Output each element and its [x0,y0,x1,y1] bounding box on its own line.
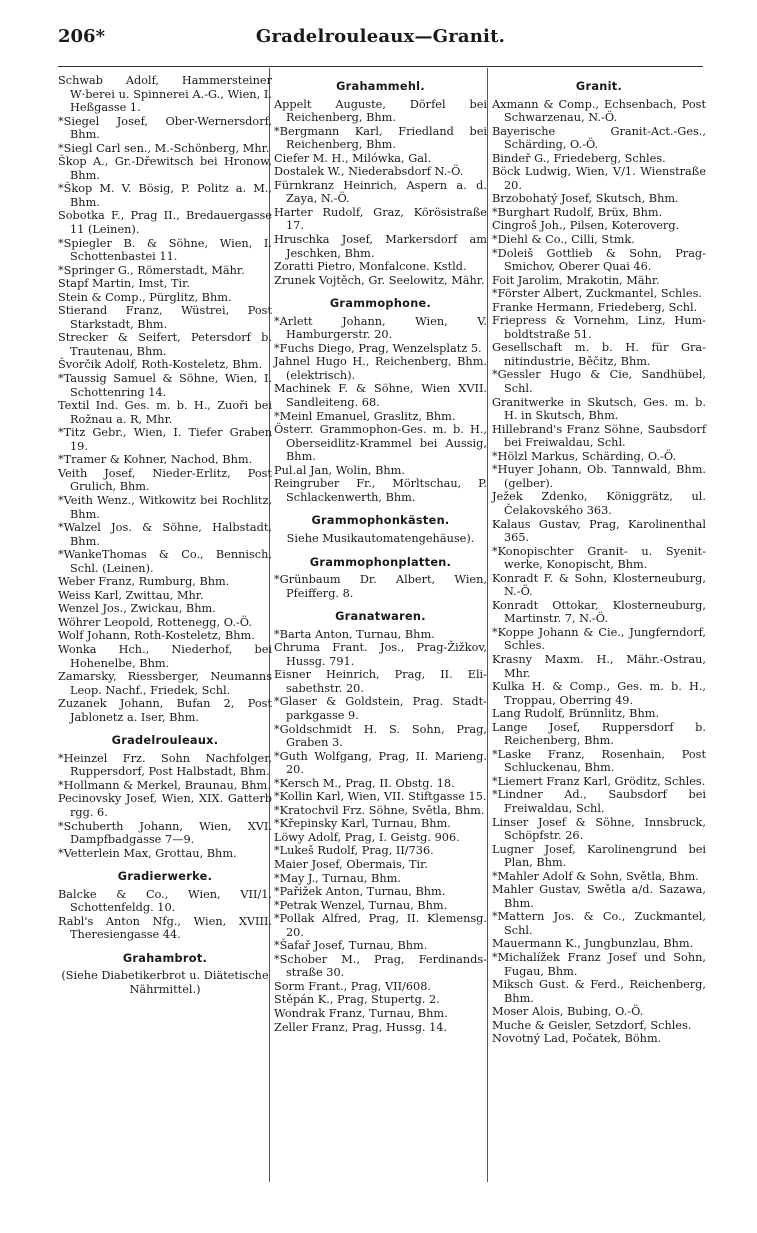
directory-entry: Zeller Franz, Prag, Hussg. 14. [274,1020,448,1034]
directory-entry: *WankeThomas & Co., Bennisch, Schl. (Leinen). [58,548,272,575]
directory-entry: Maier Josef, Obermais, Tir. [274,857,428,871]
page-title: Gradelrouleaux—Granit. [255,26,506,47]
directory-entry: Böck Ludwig, Wien, V/1. Wienstraße 20. [492,165,706,192]
directory-entry: *Gessler Hugo & Cie, Sandhübel, Schl. [492,368,706,396]
section-heading: Grammophonplatten. [309,555,452,569]
directory-entry: Kulka H. & Comp., Ges. m. b. H., Troppau, Oberring 49. [492,680,706,707]
directory-entry: Zoratti Pietro, Monfalcone. Kstld. [274,260,467,274]
directory-entry: *Burghart Rudolf, Brüx, Bhm. [492,205,663,219]
section-heading: Granatwaren. [335,610,426,624]
directory-entry: *Goldschmidt H. S. Sohn, Prag, Graben 3. [274,722,487,750]
directory-entry: Mauermann K., Jungbunzlau, Bhm. [492,937,694,951]
directory-entry: *Glaser & Goldstein, Prag. Stadtparkgasse 9. [274,695,487,722]
directory-entry: *Laske Franz, Rosenhain, Post Schluckenau, Bhm. [492,747,706,775]
column-left [58,74,272,997]
column-middle [274,74,487,1034]
directory-entry: Pecinovsky Josef, Wien, XIX. Gatterb rgg. 6. [58,792,272,819]
column-divider [487,68,488,1182]
page-header [58,16,703,50]
directory-entry: Lange Josef, Ruppersdorf b. Reichenberg, Bhm. [492,720,706,748]
directory-entry: Wenzel Jos., Zwickau, Bhm. [58,602,216,616]
directory-entry: Škop A., Gr.-Dřewitsch bei Hronow, Bhm. [58,155,272,182]
section-heading: Gradierwerke. [117,870,213,884]
directory-entry: Jahnel Hugo H., Reichenberg, Bhm. (elektrisch). [274,355,487,382]
column-right [492,74,706,1046]
directory-entry: Weiss Karl, Zwittau, Mhr. [58,588,204,602]
directory-entry: *Doleiš Gottlieb & Sohn, PragSmichov, Oberer Quai 46. [492,246,706,274]
header-rule [58,66,703,67]
directory-entry: Stierand Franz, Wüstrei, Post Starkstadt, Bhm. [58,304,272,331]
directory-entry: *Mattern Jos. & Co., Zuckmantel, Schl. [492,910,706,937]
directory-entry: Foit Jarolim, Mrakotin, Mähr. [492,273,660,287]
directory-entry: *Koppe Johann & Cie., Jungferndorf, Schles. [492,625,706,653]
directory-entry: Fürnkranz Heinrich, Aspern a. d. Zaya, N.-Ö. [274,178,487,206]
directory-entry: Ciefer M. H., Milówka, Gal. [274,151,432,165]
section-heading: Granit. [575,80,623,93]
directory-entry: *Pařižek Anton, Turnau, Bhm. [274,885,446,899]
directory-entry: Veith Josef, Nieder-Erlitz, Post Grulich, Bhm. [58,466,272,494]
directory-entry: *Lindner Ad., Saubsdorf bei Freiwaldau, Schl. [492,788,706,815]
directory-entry: *Arlett Johann, Wien, V. Hamburgerstr. 20. [274,314,487,342]
directory-entry: Kalaus Gustav, Prag, Karolinenthal 365. [492,517,706,545]
directory-entry: Textil Ind. Ges. m. b. H., Zuoři bei Rožnau a. R, Mhr. [58,399,272,426]
directory-entry: Balcke & Co., Wien, VII/1. Schottenfeldg. 10. [58,887,272,915]
section-heading: Grammophonkästen. [311,514,450,528]
directory-entry: Dostalek W., Niederabsdorf N.-Ö. [274,165,464,179]
directory-entry: *Michalížek Franz Josef und Sohn, Fugau, Bhm. [492,951,706,978]
section-heading: Grammophone. [329,297,432,311]
directory-entry: Löwy Adolf, Prag, I. Geistg. 906. [274,830,460,844]
directory-entry: *Siegel Josef, Ober-Wernersdorf, Bhm. [58,114,272,142]
directory-entry: *Heinzel Frz. Sohn Nachfolger, Ruppersdorf, Post Halbstadt, Bhm. [58,751,272,779]
directory-entry: Konradt F. & Sohn, Klosterneuburg, N.-Ö. [492,571,706,599]
directory-entry: *Kratochvil Frz. Söhne, Světla, Bhm. [274,803,485,817]
directory-entry: Muche & Geisler, Setzdorf, Schles. [492,1018,692,1032]
directory-entry: *Walzel Jos. & Söhne, Halbstadt, Bhm. [58,521,272,548]
directory-entry: Sorm Frant., Prag, VII/608. [274,979,431,993]
directory-entry: Gesellschaft m. b. H. für Granitindustrie, Běčitz, Bhm. [492,341,706,368]
directory-entry: Harter Rudolf, Graz, Körösistraße 17. [274,205,487,233]
directory-entry: *Hölzl Markus, Schärding, O.-Ö. [492,449,677,463]
directory-entry: *Šafař Josef, Turnau, Bhm. [274,939,428,953]
directory-entry: *Schober M., Prag, Ferdinandsstraße 30. [274,952,487,980]
directory-entry: Wolf Johann, Roth-Kosteletz, Bhm. [58,629,255,643]
directory-entry: Mahler Gustav, Swětla a/d. Sazawa, Bhm. [492,883,706,910]
directory-entry: *Guth Wolfgang, Prag, II. Marieng. 20. [274,749,487,777]
directory-entry: *Tramer & Kohner, Nachod, Bhm. [58,453,253,467]
directory-entry: *Bergmann Karl, Friedland bei Reichenberg, Bhm. [274,124,487,152]
directory-entry: Pul.al Jan, Wolin, Bhm. [274,463,405,477]
directory-entry: *Hollmann & Merkel, Braunau, Bhm. [58,778,271,792]
directory-entry: Wondrak Franz, Turnau, Bhm. [274,1007,448,1020]
cross-reference-note: Siehe Musikautomatengehäuse). [286,531,475,545]
directory-entry: Ježek Zdenko, Königgrätz, ul. Čelakovského 363. [492,490,706,517]
directory-entry: Hruschka Josef, Markersdorf am Jeschken, Bhm. [274,233,487,260]
directory-entry: Hillebrand's Franz Söhne, Saubsdorf bei Freiwaldau, Schl. [492,422,706,450]
directory-entry: *Titz Gebr., Wien, I. Tiefer Graben 19. [58,426,272,453]
page-number: 206* [58,26,105,47]
directory-entry: *Veith Wenz., Witkowitz bei Rochlitz, Bhm. [58,493,272,521]
directory-entry: Franke Hermann, Friedeberg, Schl. [492,300,698,314]
directory-entry: Bindeř G., Friedeberg, Schles. [492,151,666,165]
directory-entry: Machinek F. & Söhne, Wien XVII. Sandleiteng. 68. [274,382,487,410]
directory-entry: *Springer G., Römerstadt, Mähr. [58,263,245,277]
directory-entry: Wonka Hch., Niederhof, bei Hohenelbe, Bhm. [58,642,272,670]
directory-entry: Zuzanek Johann, Bufan 2, Post Jablonetz a. Iser, Bhm. [58,697,272,724]
directory-entry: Bayerische Granit-Act.-Ges., Schärding, O.-Ö. [492,124,706,152]
directory-entry: *Konopischter Granit- u. Syenitwerke, Konopischt, Bhm. [492,544,706,572]
directory-entry: *Liemert Franz Karl, Gröditz, Schles. [492,774,706,788]
directory-entry: Zrunek Vojtěch, Gr. Seelowitz, Mähr. [274,273,485,287]
directory-entry: *Fuchs Diego, Prag, Wenzelsplatz 5. [274,341,482,355]
directory-entry: Chruma Frant. Jos., Prag-Žižkov, Hussg. 791. [274,641,487,668]
directory-entry: Novotný Lad, Počatek, Böhm. [492,1032,662,1046]
directory-entry: Krasny Maxm. H., Mähr.-Ostrau, Mhr. [492,652,706,680]
directory-entry: *Siegl Carl sen., M.-Schönberg, Mhr. [58,141,270,155]
directory-entry: Appelt Auguste, Dörfel bei Reichenberg, Bhm. [274,97,487,125]
directory-entry: *May J., Turnau, Bhm. [274,871,401,885]
directory-entry: Konradt Ottokar, Klosterneuburg, Martinstr. 7, N.-Ö. [492,598,706,626]
directory-entry: *Diehl & Co., Cilli, Stmk. [492,233,635,247]
directory-entry: Stěpán K., Prag, Stupertg. 2. [274,993,440,1007]
directory-entry: Eisner Heinrich, Prag, II. Elisabethstr. 20. [274,668,487,695]
directory-entry: *Spiegler B. & Söhne, Wien, I. Schottenbastei 11. [58,236,272,264]
directory-entry: Stein & Comp., Pürglitz, Bhm. [58,290,232,304]
directory-entry: Österr. Grammophon-Ges. m. b. H., Oberseidlitz-Krammel bei Aussig, Bhm. [274,423,487,464]
cross-reference-note: (Siehe Diabetikerbrot u. Diätetische Nährmittel.) [61,969,269,996]
directory-entry: Wöhrer Leopold, Rottenegg, O.-Ö. [58,615,252,629]
directory-entry: *Mahler Adolf & Sohn, Světla, Bhm. [492,869,699,883]
directory-entry: Axmann & Comp., Echsenbach, Post Schwarzenau, N.-Ö. [492,97,706,125]
directory-entry: *Meinl Emanuel, Graslitz, Bhm. [274,409,456,423]
directory-entry: *Křepinsky Karl, Turnau, Bhm. [274,817,451,831]
directory-entry: *Vetterlein Max, Grottau, Bhm. [58,846,237,860]
directory-entry: Sobotka F., Prag II., Bredauergasse 11 (Leinen). [58,209,272,237]
directory-entry: Moser Alois, Bubing, O.-Ö. [492,1005,644,1019]
directory-entry: Zamarsky, Riessberger, Neumanns Leop. Nachf., Friedek, Schl. [58,670,272,697]
directory-entry: Friepress & Vornehm, Linz, Humboldtstraße 51. [492,314,706,341]
directory-entry: *Schuberth Johann, Wien, XVI. Dampfbadgasse 7—9. [58,819,272,847]
section-heading: Grahammehl. [336,80,425,93]
directory-entry: *Kersch M., Prag, II. Obstg. 18. [274,776,455,790]
section-heading: Grahambrot. [122,951,208,965]
directory-entry: *Barta Anton, Turnau, Bhm. [274,627,435,641]
directory-entry: Lang Rudolf, Brünnlitz, Bhm. [492,707,660,721]
directory-entry: Reingruber Fr., Mörltschau, P. Schlackenwerth, Bhm. [274,477,487,504]
directory-entry: Cingroš Joh., Pilsen, Koteroverg. [492,219,680,233]
directory-entry: *Petrak Wenzel, Turnau, Bhm. [274,898,448,912]
directory-entry: Švorčik Adolf, Roth-Kosteletz, Bhm. [58,358,263,372]
directory-entry: Miksch Gust. & Ferd., Reichenberg, Bhm. [492,978,706,1005]
directory-entry: Rabl's Anton Nfg., Wien, XVIII. Theresiengasse 44. [58,914,272,942]
directory-entry: *Škop M. V. Bösig, P. Politz a. M., Bhm. [58,182,272,209]
directory-entry: Brzobohatý Josef, Skutsch, Bhm. [492,192,679,206]
directory-entry: Schwab Adolf, Hammersteiner W·berei u. Spinnerei A.-G., Wien, I. Heßgasse 1. [58,74,272,115]
directory-entry: Weber Franz, Rumburg, Bhm. [58,575,230,589]
directory-entry: Linser Josef & Söhne, Innsbruck, Schöpfstr. 26. [492,815,706,843]
section-heading: Gradelrouleaux. [111,734,219,748]
directory-entry: *Grünbaum Dr. Albert, Wien, Pfeifferg. 8. [274,573,487,600]
directory-entry: Lugner Josef, Karolinengrund bei Plan, Bhm. [492,842,706,870]
directory-entry: Strecker & Seifert, Petersdorf b. Trautenau, Bhm. [58,331,272,358]
directory-entry: *Pollak Alfred, Prag, II. Klemensg. 20. [274,912,487,939]
directory-entry: *Lukeš Rudolf, Prag, II/736. [274,844,434,858]
directory-entry: *Kollin Karl, Wien, VII. Stiftgasse 15. [274,790,487,804]
directory-entry: *Huyer Johann, Ob. Tannwald, Bhm. (gelber). [492,463,706,490]
directory-entry: *Förster Albert, Zuckmantel, Schles. [492,287,702,301]
directory-entry: Stapf Martin, Imst, Tir. [58,277,190,291]
directory-entry: Granitwerke in Skutsch, Ges. m. b. H. in Skutsch, Bhm. [492,395,706,423]
directory-entry: *Taussig Samuel & Söhne, Wien, I. Schottenring 14. [58,372,272,399]
